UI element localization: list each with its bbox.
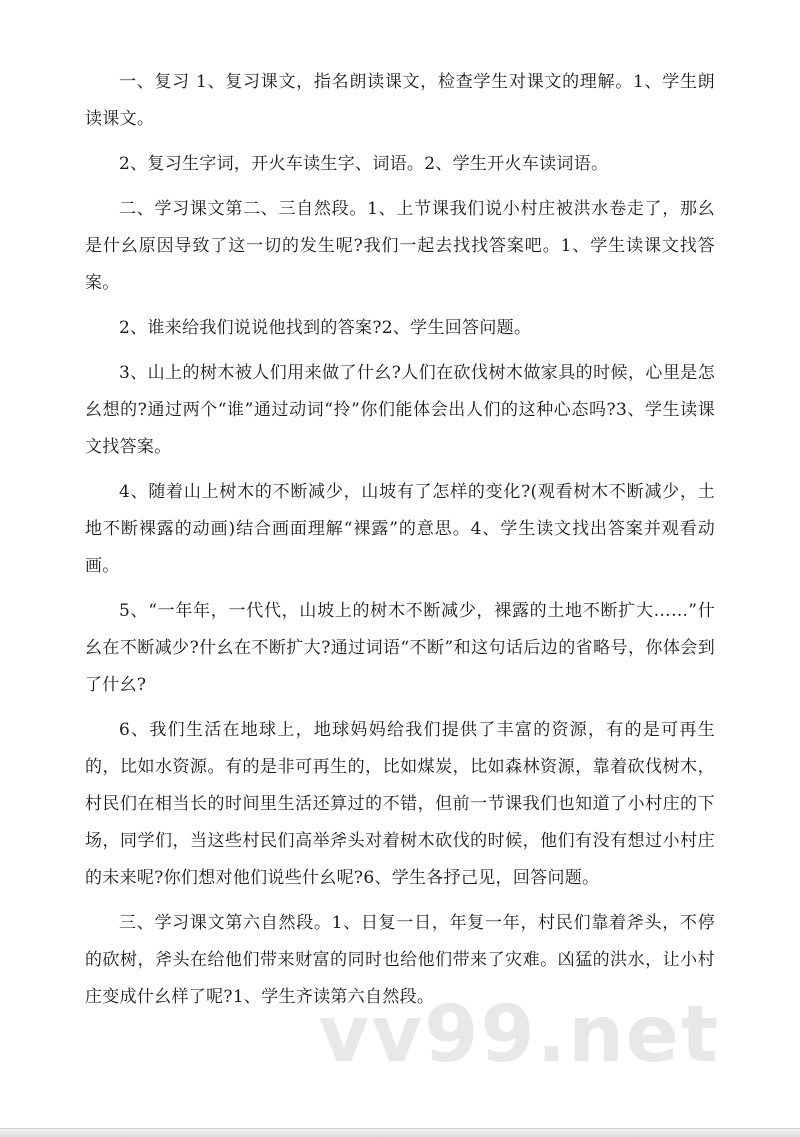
paragraph-review-words: 2、复习生字词，开火车读生字、词语。2、学生开火车读词语。 xyxy=(119,154,609,174)
paragraph-section-three: 三、学习课文第六自然段。1、日复一日，年复一年，村民们靠着斧头，不停的砍树，斧头在给他们带来财富的同时也给他们带来了灾难。凶猛的洪水，让小村庄变成什幺样了呢?1、学生齐读第六自然段。 xyxy=(85,913,715,1007)
paragraph-answer-question: 2、谁来给我们说说他找到的答案?2、学生回答问题。 xyxy=(119,318,532,338)
page-bottom-edge xyxy=(0,1128,800,1137)
paragraph-trees-usage: 3、山上的树木被人们用来做了什幺?人们在砍伐树木做家具的时候，心里是怎幺想的?通过两个“谁”通过动词“拎”你们能体会出人们的这种心态吗?3、学生读课文找答案。 xyxy=(85,363,715,457)
document-body xyxy=(85,64,715,1024)
site-watermark: vv99.net xyxy=(318,990,720,1080)
paragraph-slope-change: 4、随着山上树木的不断减少，山坡有了怎样的变化?(观看树木不断减少，土地不断裸露的动画)结合画面理解“裸露”的意思。4、学生读文找出答案并观看动画。 xyxy=(85,482,715,576)
paragraph-year-after-year: 5、“一年年，一代代，山坡上的树木不断减少，裸露的土地不断扩大……”什幺在不断减少?什幺在不断扩大?通过词语“不断”和这句话后边的省略号，你体会到了什幺? xyxy=(85,601,715,695)
paragraph-earth-resources: 6、我们生活在地球上，地球妈妈给我们提供了丰富的资源，有的是可再生的，比如水资源。有的是非可再生的，比如煤炭，比如森林资源，靠着砍伐树木，村民们在相当长的时间里生活还算过的不错，但前一节课我们也知道了小村庄的下场，同学们，当这些村民们高举斧头对着树木砍伐的时候，他们有没有想过小村庄的未来呢?你们想对他们说些什幺呢?6、学生各抒己见，回答问题。 xyxy=(85,720,715,888)
paragraph-review-reading: 一、复习 1、复习课文，指名朗读课文，检查学生对课文的理解。1、学生朗读课文。 xyxy=(85,72,715,129)
paragraph-section-two: 二、学习课文第二、三自然段。1、上节课我们说小村庄被洪水卷走了，那幺是什幺原因导致了这一切的发生呢?我们一起去找找答案吧。1、学生读课文找答案。 xyxy=(85,199,715,293)
